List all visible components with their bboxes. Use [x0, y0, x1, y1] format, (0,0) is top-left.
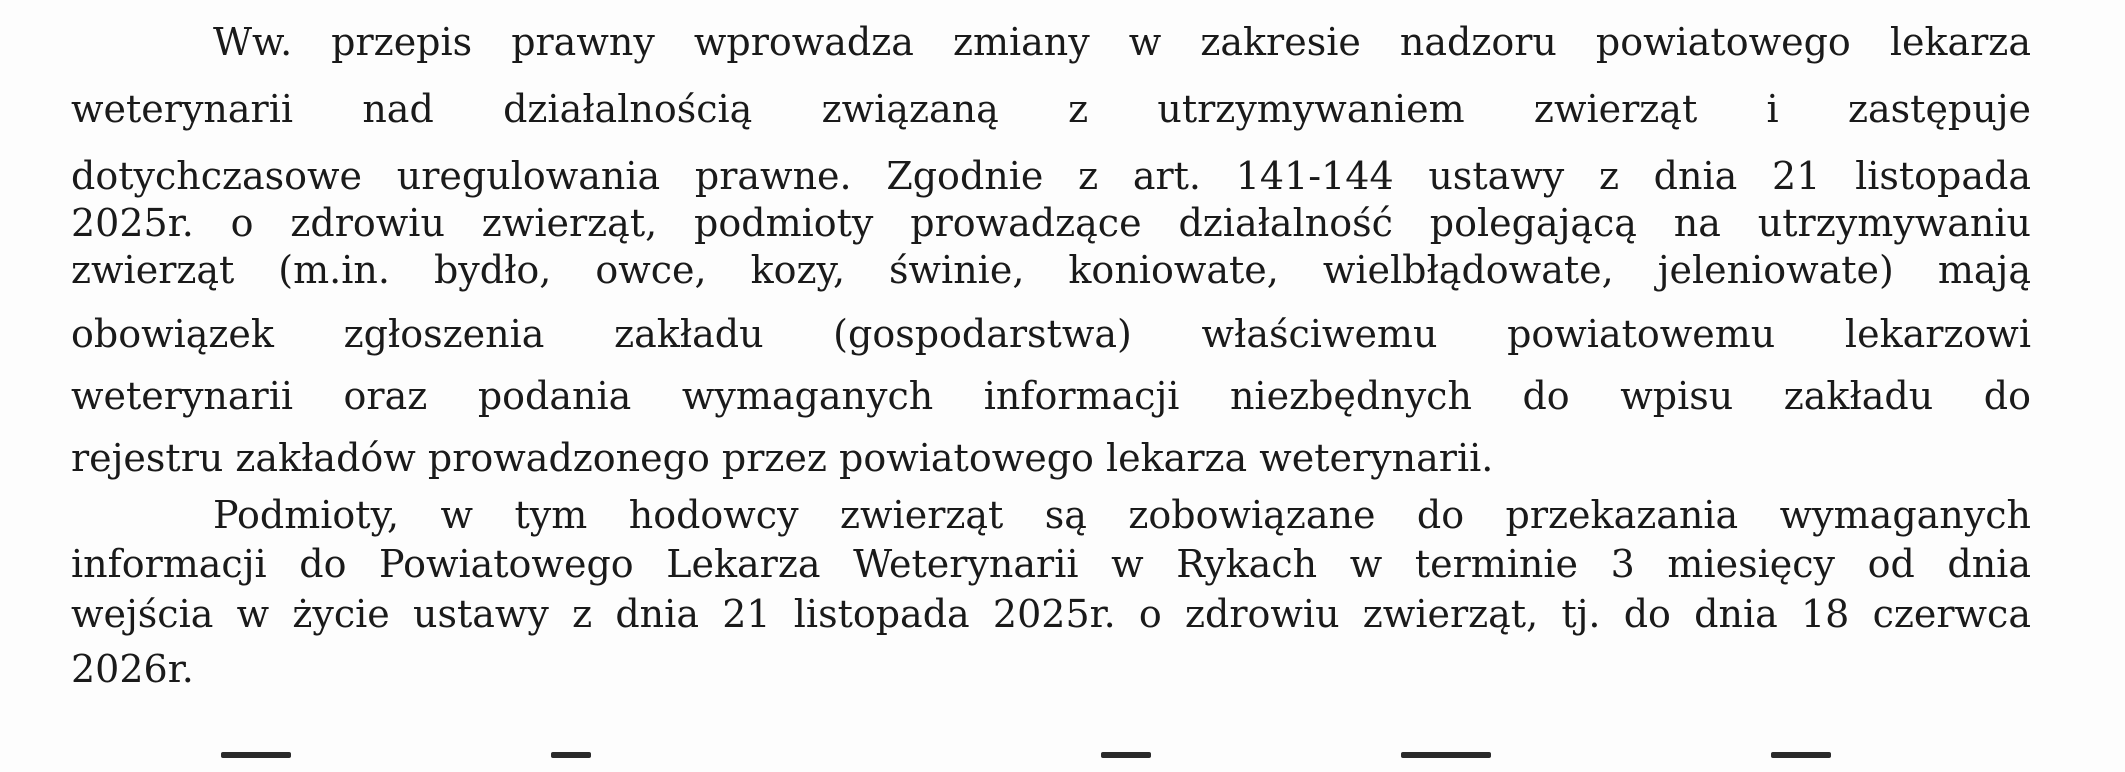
paragraph-1-line-7: weterynarii oraz podania wymaganych informacji niezbędnych do wpisu zakładu do — [71, 374, 2031, 418]
paragraph-2-line-4: 2026r. — [71, 647, 194, 691]
paragraph-2-line-2: informacji do Powiatowego Lekarza Weterynarii w Rykach w terminie 3 miesięcy od dnia — [71, 542, 2031, 586]
paragraph-1-line-8: rejestru zakładów prowadzonego przez powiatowego lekarza weterynarii. — [71, 436, 1494, 480]
paragraph-1-line-1: Ww. przepis prawny wprowadza zmiany w zakresie nadzoru powiatowego lekarza — [213, 20, 2031, 64]
paragraph-1-line-2: weterynarii nad działalnością związaną z utrzymywaniem zwierząt i zastępuje — [71, 87, 2031, 131]
paragraph-1-line-3: dotychczasowe uregulowania prawne. Zgodnie z art. 141-144 ustawy z dnia 21 listopada — [71, 154, 2031, 198]
paragraph-1-line-6: obowiązek zgłoszenia zakładu (gospodarstwa) właściwemu powiatowemu lekarzowi — [71, 312, 2031, 356]
paragraph-1-line-5: zwierząt (m.in. bydło, owce, kozy, świnie, koniowate, wielbłądowate, jeleniowate) mają — [71, 248, 2031, 292]
paragraph-2-line-1: Podmioty, w tym hodowcy zwierząt są zobowiązane do przekazania wymaganych — [213, 493, 2031, 537]
cut-off-next-line — [71, 752, 2031, 772]
paragraph-2-line-3: wejścia w życie ustawy z dnia 21 listopada 2025r. o zdrowiu zwierząt, tj. do dnia 18 czerwca — [71, 592, 2031, 636]
paragraph-1-line-4: 2025r. o zdrowiu zwierząt, podmioty prowadzące działalność polegającą na utrzymywaniu — [71, 201, 2031, 245]
